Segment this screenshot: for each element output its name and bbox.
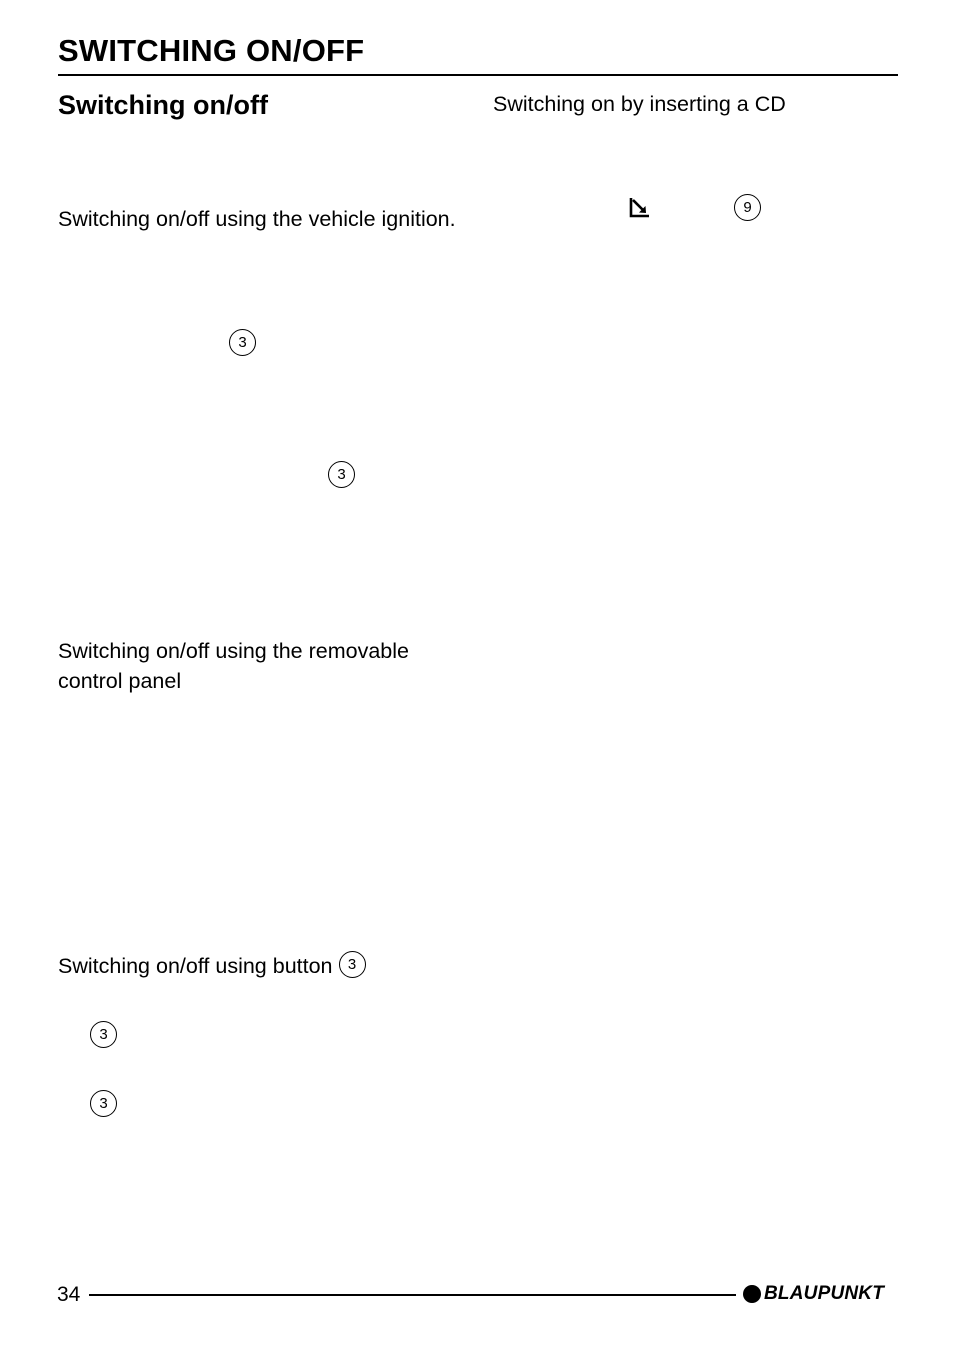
button-reference-marker: 3: [90, 1090, 117, 1117]
subheading-using-button: [58, 951, 366, 981]
subheading-vehicle-ignition: Switching on/off using the vehicle ignition.: [58, 207, 456, 231]
button-reference-marker: 3: [90, 1021, 117, 1048]
title-divider: [58, 74, 898, 76]
brand-dot-icon: [743, 1285, 761, 1303]
footer-divider: [89, 1294, 736, 1296]
subheading-inserting-cd: Switching on by inserting a CD: [493, 92, 786, 116]
page-title: SWITCHING ON/OFF: [58, 33, 365, 68]
button-reference-marker: 3: [339, 951, 366, 978]
subheading-control-panel: Switching on/off using the removable control panel: [58, 639, 409, 693]
cd-slot-reference-marker: 9: [734, 194, 761, 221]
brand-logo: [743, 1283, 884, 1305]
brand-name: BLAUPUNKT: [764, 1283, 885, 1304]
subheading-using-button-text: Switching on/off using button: [58, 954, 333, 978]
section-title: Switching on/off: [58, 90, 268, 120]
button-reference-marker: 3: [229, 329, 256, 356]
page-number: 34: [57, 1283, 81, 1306]
button-reference-marker: 3: [328, 461, 355, 488]
eject-icon: [628, 195, 654, 219]
